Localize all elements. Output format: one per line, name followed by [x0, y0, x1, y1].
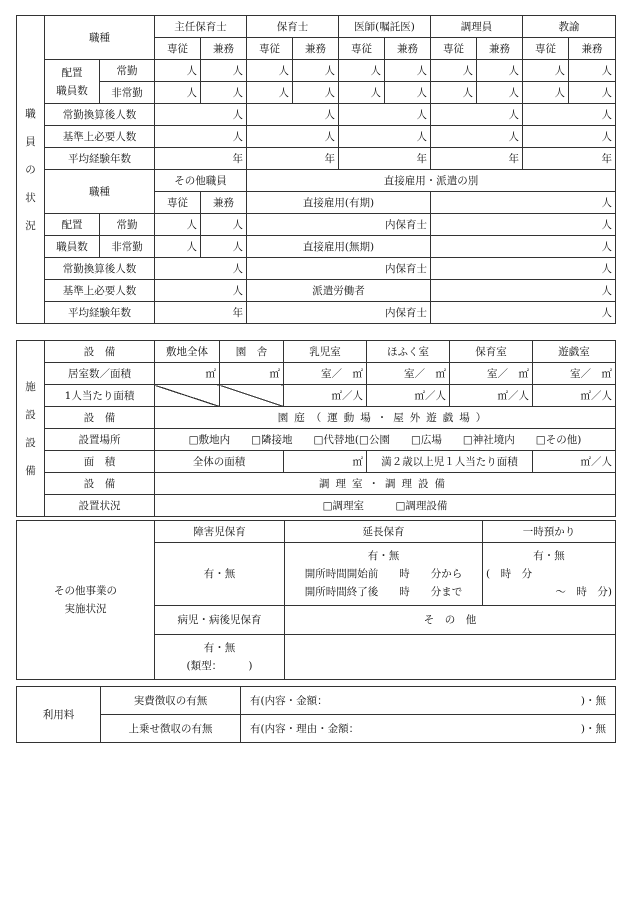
person-input[interactable]: 人 [431, 192, 616, 214]
status-label: 設置状況 [45, 495, 155, 517]
person-input[interactable]: 人 [155, 280, 247, 302]
others-header: そ の 他 [285, 606, 616, 635]
irregular-label: 非常勤 [100, 236, 155, 258]
person-input[interactable]: 人 [155, 104, 247, 126]
actual-cost-value: 有(内容・金額： [250, 694, 328, 707]
full-time-header: 専従 [523, 38, 569, 60]
rooms-area-label: 居室数／面積 [45, 363, 155, 385]
person-input[interactable]: 人 [431, 280, 616, 302]
regular-label: 常勤 [100, 214, 155, 236]
total-area-label: 全体の面積 [155, 451, 284, 473]
sick-care-detail[interactable]: 有・無 (類型： ) [155, 635, 285, 680]
extra-label: 上乗せ徴収の有無 [101, 715, 241, 743]
role-teacher: 教諭 [523, 16, 616, 38]
avg-exp-label: 平均経験年数 [45, 148, 155, 170]
kitchen-header: 調理室・調理設備 [155, 473, 616, 495]
person-input[interactable]: 人 [431, 104, 523, 126]
col-building: 園 舎 [220, 341, 284, 363]
rooms-area-input[interactable]: 室／ ㎡ [533, 363, 616, 385]
person-input[interactable]: 人 [523, 104, 616, 126]
disabled-care-header: 障害児保育 [155, 521, 285, 543]
employment-header: 直接雇用・派遣の別 [247, 170, 616, 192]
fees-label: 利用料 [17, 687, 101, 743]
part-time-header: 兼務 [477, 38, 523, 60]
person-input[interactable]: 人 [155, 126, 247, 148]
location-options[interactable]: □敷地内 □隣接地 □代替地(□公園 □広場 □神社境内 □その他) [155, 429, 616, 451]
person-input[interactable]: 人 [523, 82, 569, 104]
garden-header: 園庭（運動場・屋外遊戯場） [155, 407, 616, 429]
year-input[interactable]: 年 [523, 148, 616, 170]
facility-table [16, 340, 616, 517]
regular-label: 常勤 [100, 60, 155, 82]
sick-care-header: 病児・病後児保育 [155, 606, 285, 635]
area-input[interactable]: ㎡ [220, 363, 284, 385]
role-cook: 調理員 [431, 16, 523, 38]
person-input[interactable]: 人 [201, 82, 247, 104]
person-input[interactable]: 人 [247, 126, 339, 148]
person-input[interactable]: 人 [431, 236, 616, 258]
part-time-header: 兼務 [201, 38, 247, 60]
role-doctor: 医師(嘱託医) [339, 16, 431, 38]
person-input[interactable]: 人 [155, 258, 247, 280]
disabled-care-yes-no[interactable]: 有・無 [155, 543, 285, 606]
person-input[interactable]: 人 [201, 60, 247, 82]
person-input[interactable]: 人 [293, 82, 339, 104]
staff-section-label: 職 員 の 状 況 [17, 16, 45, 324]
per-person-input[interactable]: ㎡／人 [533, 385, 616, 407]
col-infant-room: 乳児室 [284, 341, 367, 363]
person-input[interactable]: 人 [339, 60, 385, 82]
year-input[interactable]: 年 [247, 148, 339, 170]
person-input[interactable]: 人 [339, 126, 431, 148]
full-time-header: 専従 [247, 38, 293, 60]
person-input[interactable]: 人 [247, 60, 293, 82]
rooms-area-input[interactable]: 室／ ㎡ [367, 363, 450, 385]
year-input[interactable]: 年 [339, 148, 431, 170]
person-input[interactable]: 人 [477, 82, 523, 104]
full-time-header: 専従 [155, 192, 201, 214]
per-person-input[interactable]: ㎡／人 [284, 385, 367, 407]
fte-label: 常勤換算後人数 [45, 258, 155, 280]
job-type-header: 職種 [45, 16, 155, 60]
nursery-teacher-in-label: 内保育士 [247, 214, 431, 236]
person-input[interactable]: 人 [155, 82, 201, 104]
role-chief-nurse: 主任保育士 [155, 16, 247, 38]
person-input[interactable]: 人 [569, 60, 616, 82]
person-input[interactable]: 人 [155, 214, 201, 236]
direct-open-label: 直接雇用(無期) [247, 236, 431, 258]
person-input[interactable]: 人 [339, 104, 431, 126]
equipment-label: 設 備 [45, 473, 155, 495]
person-input[interactable]: 人 [385, 82, 431, 104]
person-input[interactable]: 人 [155, 60, 201, 82]
part-time-header: 兼務 [569, 38, 616, 60]
person-input[interactable]: 人 [201, 214, 247, 236]
extra-input[interactable] [241, 715, 616, 743]
extended-care-header: 延長保育 [285, 521, 483, 543]
person-input[interactable]: 人 [523, 60, 569, 82]
part-time-header: 兼務 [293, 38, 339, 60]
col-play-room: 遊戯室 [533, 341, 616, 363]
others-input[interactable] [285, 635, 616, 680]
person-input[interactable]: 人 [339, 82, 385, 104]
required-label: 基準上必要人数 [45, 280, 155, 302]
extra-tail: )・無 [580, 722, 606, 735]
person-input[interactable]: 人 [431, 214, 616, 236]
actual-cost-input[interactable] [241, 687, 616, 715]
fte-label: 常勤換算後人数 [45, 104, 155, 126]
rooms-area-input[interactable]: 室／ ㎡ [284, 363, 367, 385]
diagonal-cell [220, 385, 284, 407]
person-input[interactable]: 人 [385, 60, 431, 82]
per-person-label: 1人当たり面積 [45, 385, 155, 407]
diagonal-cell [155, 385, 220, 407]
per-child-area-label: 満２歳以上児１人当たり面積 [367, 451, 533, 473]
person-input[interactable]: 人 [155, 236, 201, 258]
part-time-header: 兼務 [385, 38, 431, 60]
person-input[interactable]: 人 [477, 60, 523, 82]
equipment-label: 設 備 [45, 407, 155, 429]
rooms-area-input[interactable]: 室／ ㎡ [450, 363, 533, 385]
per-person-input[interactable]: ㎡／人 [367, 385, 450, 407]
other-services-label: その他事業の 実施状況 [17, 521, 155, 680]
other-services-table [16, 520, 616, 680]
per-child-area-input[interactable]: ㎡／人 [533, 451, 616, 473]
actual-cost-tail: )・無 [580, 694, 606, 707]
col-crawl-room: ほふく室 [367, 341, 450, 363]
year-input[interactable]: 年 [155, 148, 247, 170]
placement-label: 配置 [45, 214, 100, 236]
role-nurse: 保育士 [247, 16, 339, 38]
person-input[interactable]: 人 [201, 236, 247, 258]
avg-exp-label: 平均経験年数 [45, 302, 155, 324]
total-area-input[interactable]: ㎡ [284, 451, 367, 473]
year-input[interactable]: 年 [431, 148, 523, 170]
other-staff-header: その他職員 [155, 170, 247, 192]
job-type-header-2: 職種 [45, 170, 155, 214]
irregular-label: 非常勤 [100, 82, 155, 104]
person-input[interactable]: 人 [247, 104, 339, 126]
placement-staff-count-label: 配置 職員数 [45, 60, 100, 104]
required-label: 基準上必要人数 [45, 126, 155, 148]
part-time-header: 兼務 [201, 192, 247, 214]
person-input[interactable]: 人 [523, 126, 616, 148]
nursery-teacher-in-label: 内保育士 [247, 302, 431, 324]
location-label: 設置場所 [45, 429, 155, 451]
person-input[interactable]: 人 [569, 82, 616, 104]
person-input[interactable]: 人 [247, 82, 293, 104]
extra-value: 有(内容・理由・金額： [250, 722, 360, 735]
area-input[interactable]: ㎡ [155, 363, 220, 385]
direct-fixed-label: 直接雇用(有期) [247, 192, 431, 214]
staff-table [16, 15, 616, 324]
nursery-teacher-in-label: 内保育士 [247, 258, 431, 280]
person-input[interactable]: 人 [431, 60, 477, 82]
col-site-total: 敷地全体 [155, 341, 220, 363]
per-person-input[interactable]: ㎡／人 [450, 385, 533, 407]
dispatch-label: 派遣労働者 [247, 280, 431, 302]
year-input[interactable]: 年 [155, 302, 247, 324]
person-input[interactable]: 人 [431, 258, 616, 280]
equipment-label: 設 備 [45, 341, 155, 363]
kitchen-options[interactable]: □調理室 □調理設備 [155, 495, 616, 517]
full-time-header: 専従 [155, 38, 201, 60]
col-nursery-room: 保育室 [450, 341, 533, 363]
fees-table [16, 686, 616, 743]
area-label: 面 積 [45, 451, 155, 473]
temp-care-header: 一時預かり [483, 521, 616, 543]
staff-count-label: 職員数 [45, 236, 100, 258]
full-time-header: 専従 [339, 38, 385, 60]
full-time-header: 専従 [431, 38, 477, 60]
person-input[interactable]: 人 [293, 60, 339, 82]
temp-care-detail[interactable]: 有・無 ( 時 分 〜 時 分) [483, 543, 616, 606]
person-input[interactable]: 人 [431, 302, 616, 324]
person-input[interactable]: 人 [431, 126, 523, 148]
actual-cost-label: 実費徴収の有無 [101, 687, 241, 715]
extended-care-detail[interactable]: 有・無 開所時間開始前 時 分から 開所時間終了後 時 分まで [285, 543, 483, 606]
facility-section-label: 施 設 設 備 [17, 341, 45, 517]
person-input[interactable]: 人 [431, 82, 477, 104]
